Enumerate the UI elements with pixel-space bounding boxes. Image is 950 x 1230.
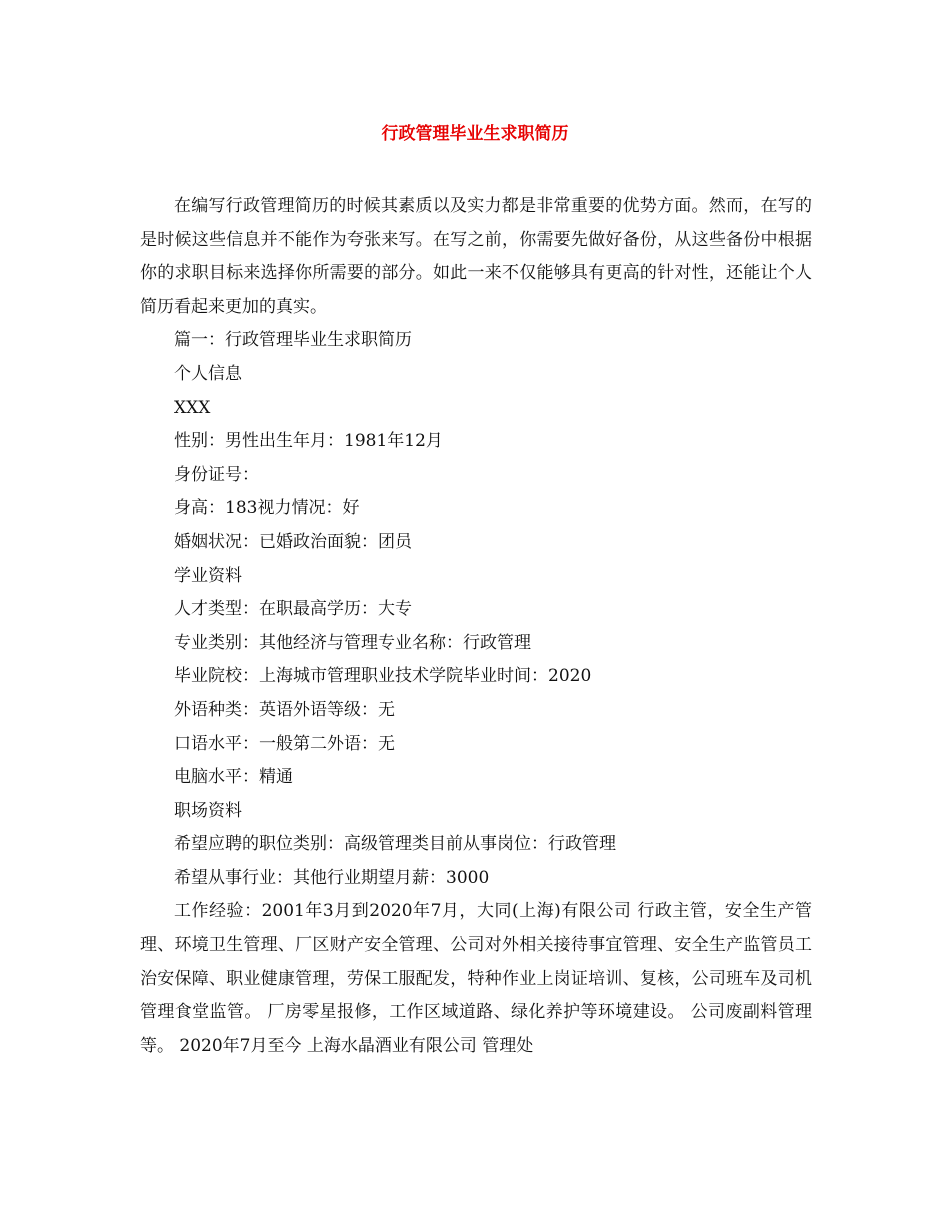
talent-type-line: 人才类型：在职最高学历：大专	[174, 599, 412, 620]
intro-paragraph: 在编写行政管理简历的时候其素质以及实力都是非常重要的优势方面。然而，在写的是时候这些信息并不能作为夸张来写。在写之前，你需要先做好备份，从这些备份中根据你的求职目标来选择你所需要的部分。如此一来不仅能够具有更高的针对性，还能让个人简历看起来更加的真实。	[140, 196, 812, 317]
gender-birth-line: 性别：男性出生年月：1981年12月	[174, 431, 443, 452]
marital-political-line: 婚姻状况：已婚政治面貌：团员	[174, 531, 412, 552]
education-heading: 学业资料	[174, 565, 242, 586]
experience-paragraph: 工作经验：2001年3月到2020年7月，大同(上海)有限公司 行政主管，安全生产管理、环境卫生管理、厂区财产安全管理、公司对外相关接待事宜管理、安全生产监管员工治安保障、职业健康管理，劳保工服配发，特种作业上岗证培训、复核，公司班车及司机管理食堂监管。 厂房零星报修，工作区域道路、绿化养护等环境建设。 公司废副料管理等。 2020年7月至今 上海水晶酒业有限公司 管理处	[140, 901, 812, 1056]
desired-position-line: 希望应聘的职位类别：高级管理类目前从事岗位：行政管理	[174, 834, 616, 855]
foreign-language-line: 外语种类：英语外语等级：无	[174, 699, 395, 720]
spoken-language-line: 口语水平：一般第二外语：无	[174, 733, 395, 754]
document-body	[140, 190, 812, 1063]
career-heading: 职场资料	[174, 800, 242, 821]
major-line: 专业类别：其他经济与管理专业名称：行政管理	[174, 632, 531, 653]
name-line: XXX	[174, 397, 211, 418]
personal-info-heading: 个人信息	[174, 363, 242, 384]
school-line: 毕业院校：上海城市管理职业技术学院毕业时间：2020	[174, 666, 592, 687]
height-vision-line: 身高：183视力情况：好	[174, 498, 360, 519]
section-heading: 篇一：行政管理毕业生求职简历	[174, 330, 412, 351]
document-title: 行政管理毕业生求职简历	[381, 124, 569, 144]
id-number-line: 身份证号：	[174, 464, 259, 485]
desired-industry-line: 希望从事行业：其他行业期望月薪：3000	[174, 867, 490, 888]
computer-skill-line: 电脑水平：精通	[174, 767, 293, 788]
